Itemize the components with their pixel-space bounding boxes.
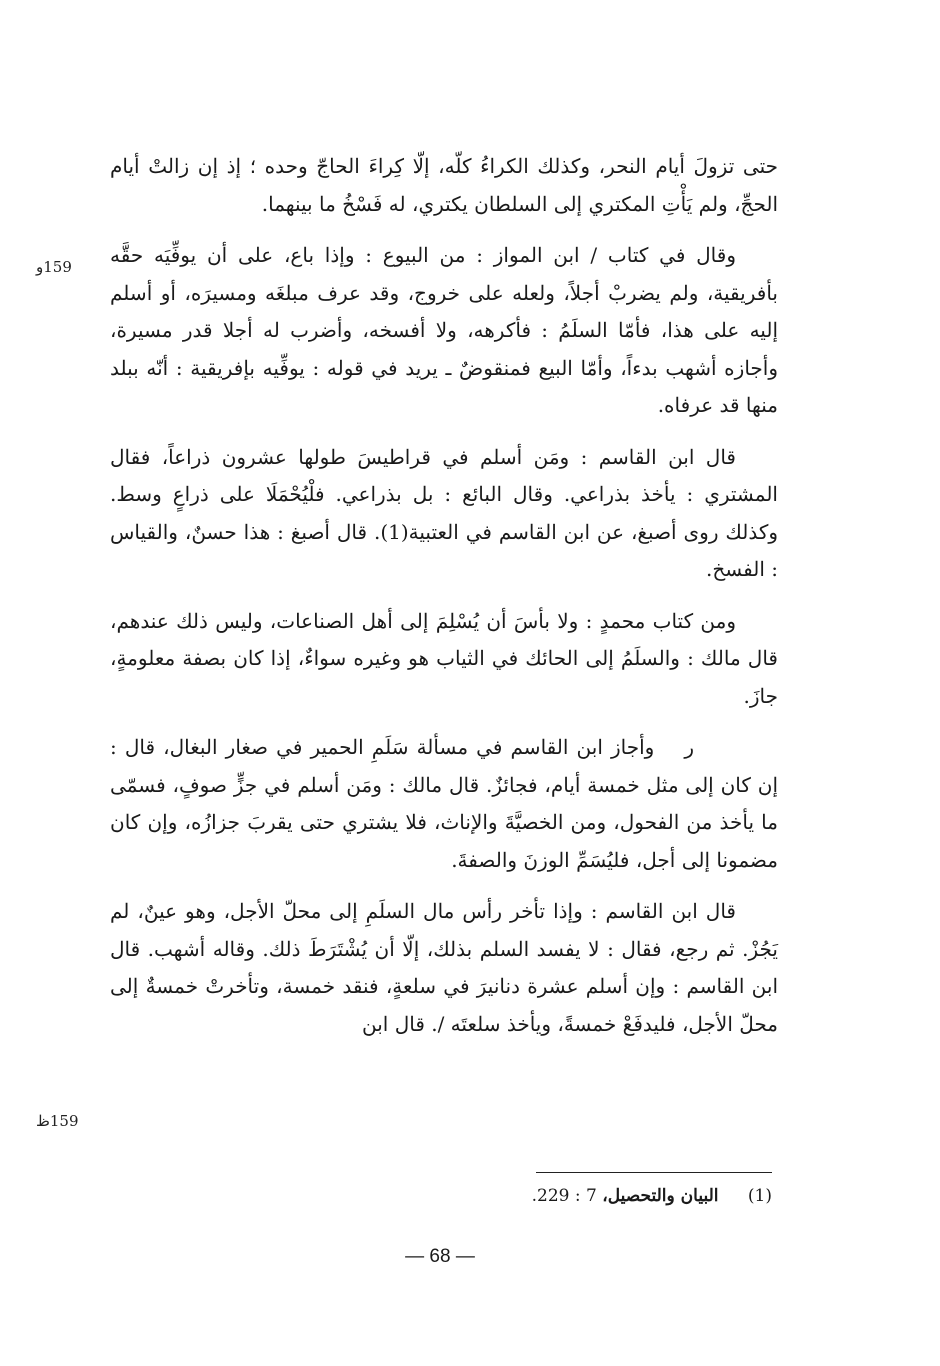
footnote-divider xyxy=(536,1172,772,1173)
main-text xyxy=(110,148,778,1057)
paragraph: قال ابن القاسم : ومَن أسلم في قراطيسَ طولها عشرون ذراعاً، فقال المشتري : يأخذ بذراعي. وقال البائع : بل بذراعي. فلْيُحْمَلَا على ذراعٍ وسط. وكذلك روى أصبغ، عن ابن القاسم في العتبية(1). قال أصبغ : هذا حسنٌ، والقياس : الفسخ. xyxy=(110,444,779,581)
inline-marker: ر xyxy=(684,735,694,759)
page-number: — 68 — xyxy=(405,1246,475,1267)
paragraph: قال ابن القاسم : وإذا تأخر رأس مال السلَمِ إلى محلّ الأجل، وهو عينٌ، لم يَجُزْ. ثم رجع، فقال : لا يفسد السلم بذلك، إلّا أن يُشْتَرَطَ ذلك. وقاله أشهب. قال ابن القاسم : وإن أسلم عشرة دنانيرَ في سلعةٍ، فنقد خمسة، وتأخرتْ خمسةٌ إلى محلّ الأجل، فليدفَعْ خمسةً، ويأخذ سلعتَه /. قال ابن xyxy=(110,899,778,1036)
footnote-title: البيان والتحصيل، xyxy=(602,1186,719,1206)
paragraph: ومن كتاب محمدٍ : ولا بأسَ أن يُسْلِمَ إلى أهل الصناعات، وليس ذلك عندهم، قال مالك : والسلَمُ إلى الحائك في الثياب هو وغيره سواءٌ، إذا كان بصفة معلومةٍ، جازَ. xyxy=(110,608,778,708)
paragraph-with-marker xyxy=(110,729,778,879)
footnote-number: (1) xyxy=(747,1186,772,1206)
margin-folio-note: 159ظ xyxy=(36,1112,79,1130)
paragraph-text: وأجاز ابن القاسم في مسألة سَلَمِ الحمير في صغار البغال، قال : إن كان إلى مثل خمسة أيام، فجائزٌ. قال مالك : ومَن أسلم في جزٍّ صوفٍ، فسمّى ما يأخذ من الفحول، ومن الخصيَّةَ والإناث، فلا يشتري حتى يقربَ جزازُه، وإن كان مضمونا إلى أجل، فليُسَمِّ الوزنَ والصفةَ. xyxy=(110,735,778,872)
footnote-reference: 7 : 229. xyxy=(531,1186,597,1206)
paragraph: وقال في كتاب / ابن المواز : من البيوع : وإذا باع، على أن يوفِّيَه حقَّه بأفريقية، ولم يضربْ أجلاً، ولعله على خروج، وقد عرف مبلغَه ومسيرَه، أو أسلم إليه على هذا، فأمّا السلَمُ : فأكرهه، ولا أفسخه، وأضرب له أجلا قدر مسيرة، وأجازه أشهب بدءاً، وأمّا البيع فمنقوضٌ ـ يريد في قوله : يوفِّيه بإفريقية : أنّه ببلد منها قد عرفاه. xyxy=(110,243,778,417)
paragraph: حتى تزولَ أيام النحر، وكذلك الكراءُ كلّه، إلّا كِراءَ الحاجّ وحده ؛ إذ إن زالتْ أيام الحجِّ، ولم يَأْتِ المكتري إلى السلطان يكتري، له فَسْخُ ما بينهما. xyxy=(110,154,778,216)
margin-folio-note: 159و xyxy=(36,258,72,276)
footnote xyxy=(532,1186,772,1206)
